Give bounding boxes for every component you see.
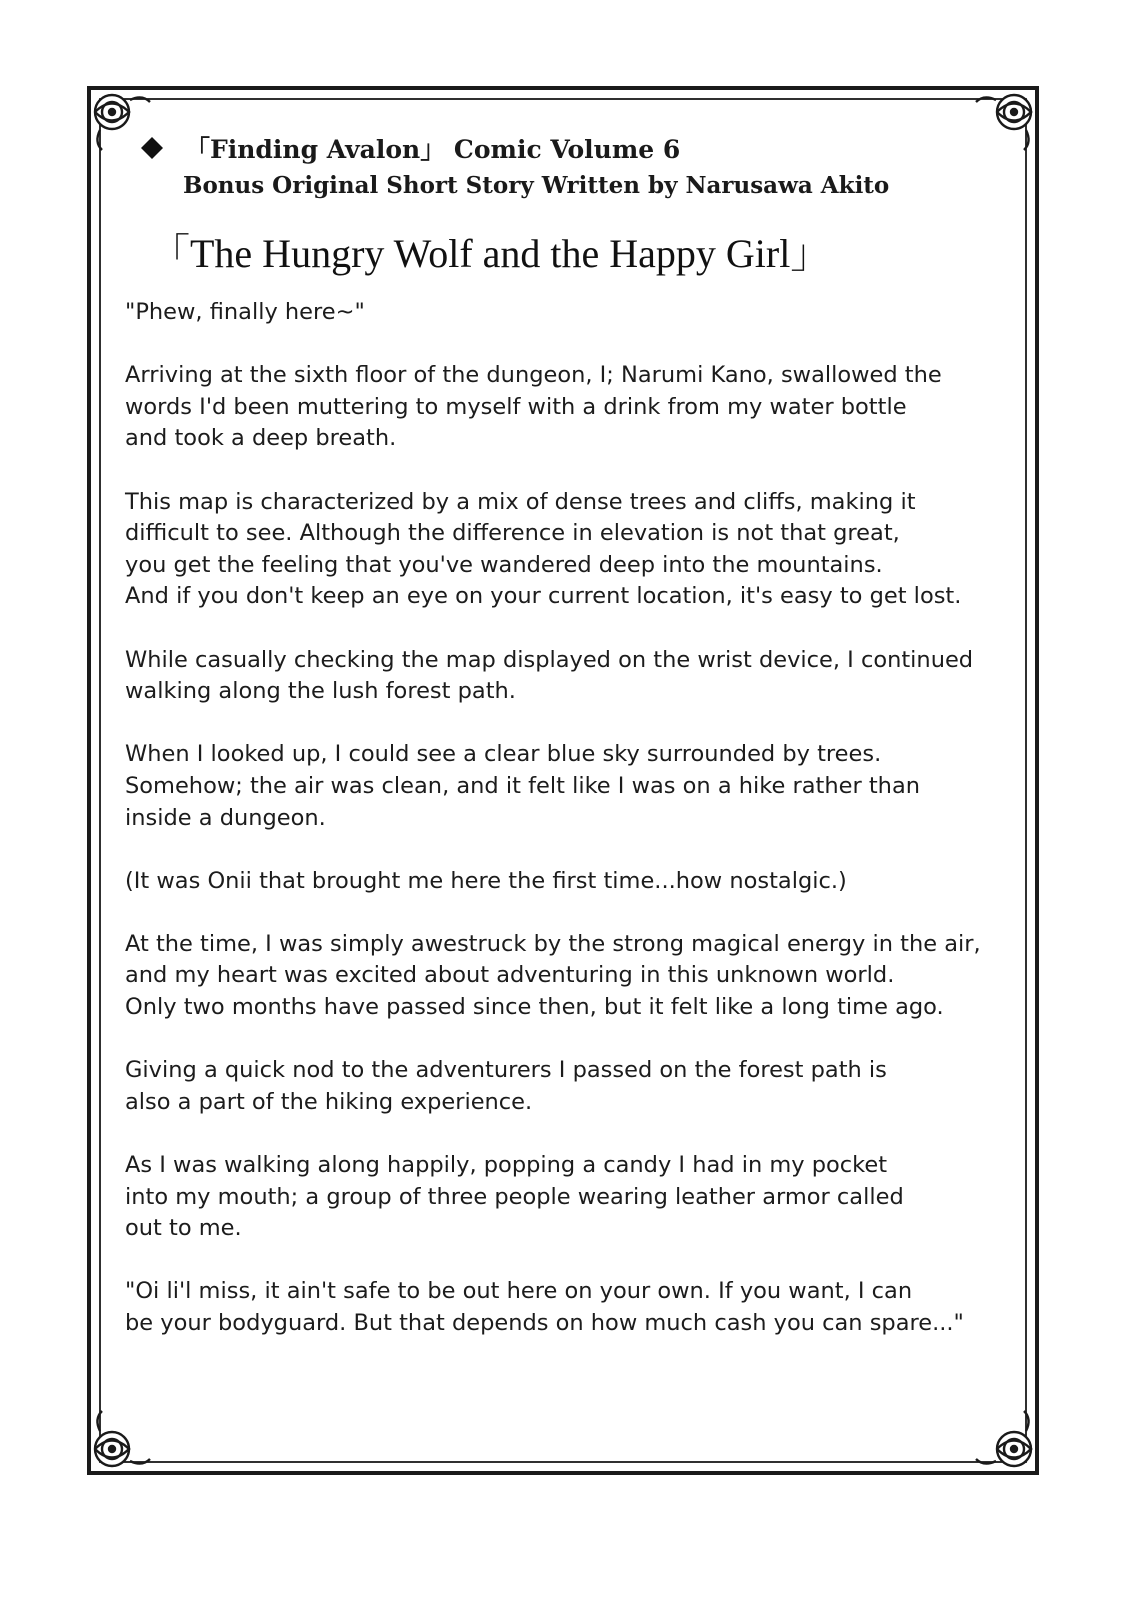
diamond-icon [141, 137, 163, 159]
story-paragraph: Arriving at the sixth floor of the dungeon, I; Narumi Kano, swallowed the words I'd been muttering to myself with a drink from my water bottle and took a deep breath. [125, 362, 942, 452]
story-paragraph: "Oi li'l miss, it ain't safe to be out here on your own. If you want, I can be your bodyguard. But that depends on how much cash you can spare..." [125, 1278, 964, 1336]
corner-ornament-top-right [976, 95, 1031, 150]
story-paragraph: As I was walking along happily, popping a candy I had in my pocket into my mouth; a group of three people wearing leather armor called out to me. [125, 1152, 904, 1242]
volume-heading: 「Finding Avalon」 Comic Volume 6 [185, 135, 681, 164]
story-paragraph: Giving a quick nod to the adventurers I passed on the forest path is also a part of the hiking experience. [125, 1057, 887, 1115]
story-paragraph: At the time, I was simply awestruck by the strong magical energy in the air, and my heart was excited about adventuring in this unknown world. Only two months have passed since then, but it felt like a long time ago. [125, 930, 981, 1021]
story-paragraph: While casually checking the map displayed on the wrist device, I continued walking along the lush forest path. [125, 646, 974, 705]
story-body [125, 297, 1015, 1371]
corner-ornament-bottom-right [976, 1411, 1031, 1466]
story-paragraph: "Phew, finally here~" [125, 299, 365, 325]
story-paragraph: (It was Onii that brought me here the first time...how nostalgic.) [125, 867, 847, 894]
story-paragraph: This map is characterized by a mix of dense trees and cliffs, making it difficult to see. Although the difference in elevation is not that great, you get the feeling that you've wandered deep into the mountains. And if you don't keep an eye on your current location, it's easy to get lost. [125, 488, 962, 610]
corner-ornament-bottom-left [95, 1411, 150, 1466]
story-paragraph: When I looked up, I could see a clear blue sky surrounded by trees. Somehow; the air was clean, and it felt like I was on a hike rather than inside a dungeon. [125, 741, 920, 831]
header-volume-line [141, 130, 680, 166]
author-credit: Bonus Original Short Story Written by Narusawa Akito [183, 172, 890, 199]
story-title: 「The Hungry Wolf and the Happy Girl」 [150, 231, 831, 276]
